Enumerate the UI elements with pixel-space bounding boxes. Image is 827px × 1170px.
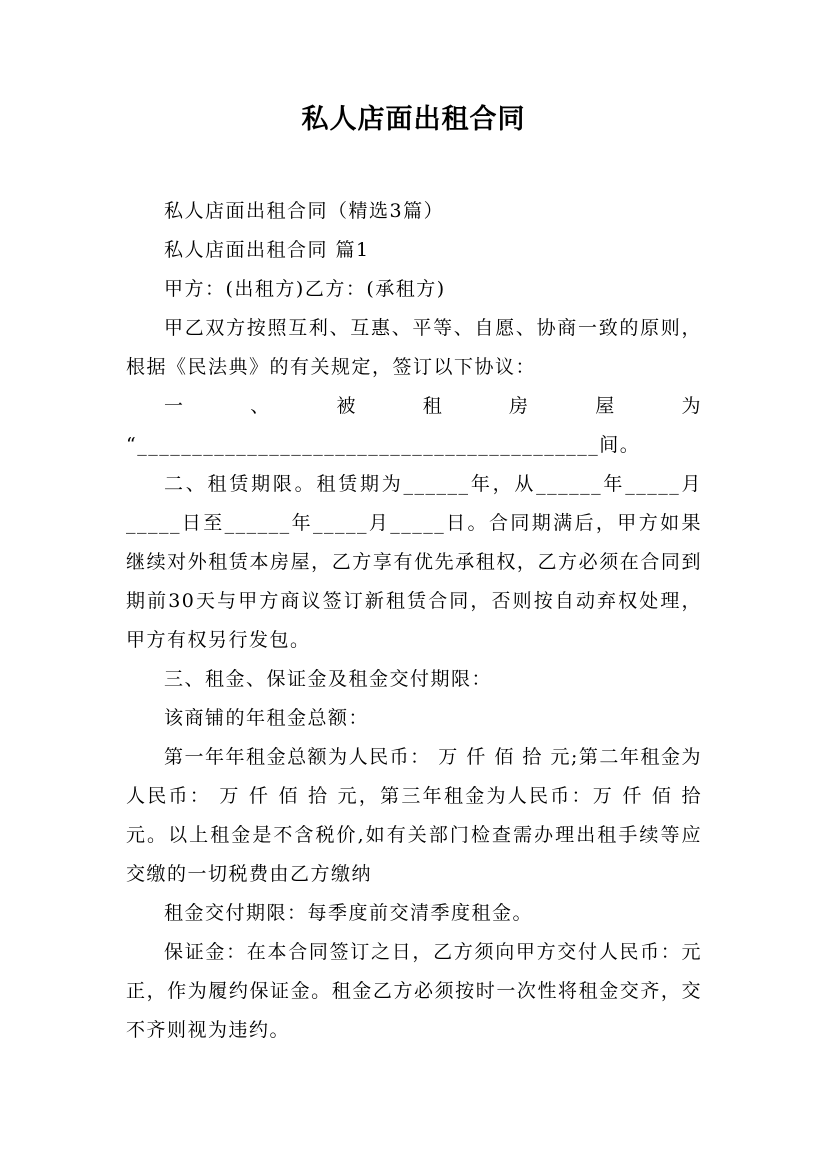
paragraph-annual-rent: 该商铺的年租金总额： — [164, 707, 370, 729]
paragraph-clause-1-blank: “__________________________________________间。 — [126, 434, 641, 456]
paragraph-subtitle: 私人店面出租合同（精选3篇） — [164, 200, 445, 222]
paragraph-clause-2-term: 二、租赁期限。租赁期为______年，从______年_____月_____日至______年_____月_____日。合同期满后，甲方如果继续对外租赁本房屋，乙方享有优先承租权，乙方必须在合同到期前30天与甲方商议签订新租赁合同，否则按自动弃权处理，甲方有权另行发包。 — [126, 473, 702, 651]
paragraph-rent-amounts: 第一年年租金总额为人民币： 万 仟 佰 拾 元;第二年租金为人民币： 万 仟 佰 拾 元，第三年租金为人民币：万 仟 佰 拾 元。以上租金是不含税价,如有关部门检查需办理出租手续等应交缴的一切税费由乙方缴纳 — [126, 746, 702, 885]
paragraph-principles: 甲乙双方按照互利、互惠、平等、自愿、协商一致的原则，根据《民法典》的有关规定，签订以下协议： — [126, 317, 702, 378]
document-title: 私人店面出租合同 — [301, 104, 526, 135]
paragraph-payment-term: 租金交付期限：每季度前交清季度租金。 — [164, 902, 534, 924]
paragraph-section-heading: 私人店面出租合同 篇1 — [164, 239, 370, 261]
paragraph-clause-3-heading: 三、租金、保证金及租金交付期限： — [164, 668, 493, 690]
paragraph-clause-1-intro: 一 、 被 租 房 屋 为 — [164, 395, 702, 417]
paragraph-parties: 甲方：(出租方)乙方：(承租方) — [164, 278, 446, 300]
paragraph-deposit: 保证金：在本合同签订之日，乙方须向甲方交付人民币：元正，作为履约保证金。租金乙方必须按时一次性将租金交齐，交不齐则视为违约。 — [126, 941, 702, 1041]
document-body — [126, 192, 702, 1050]
